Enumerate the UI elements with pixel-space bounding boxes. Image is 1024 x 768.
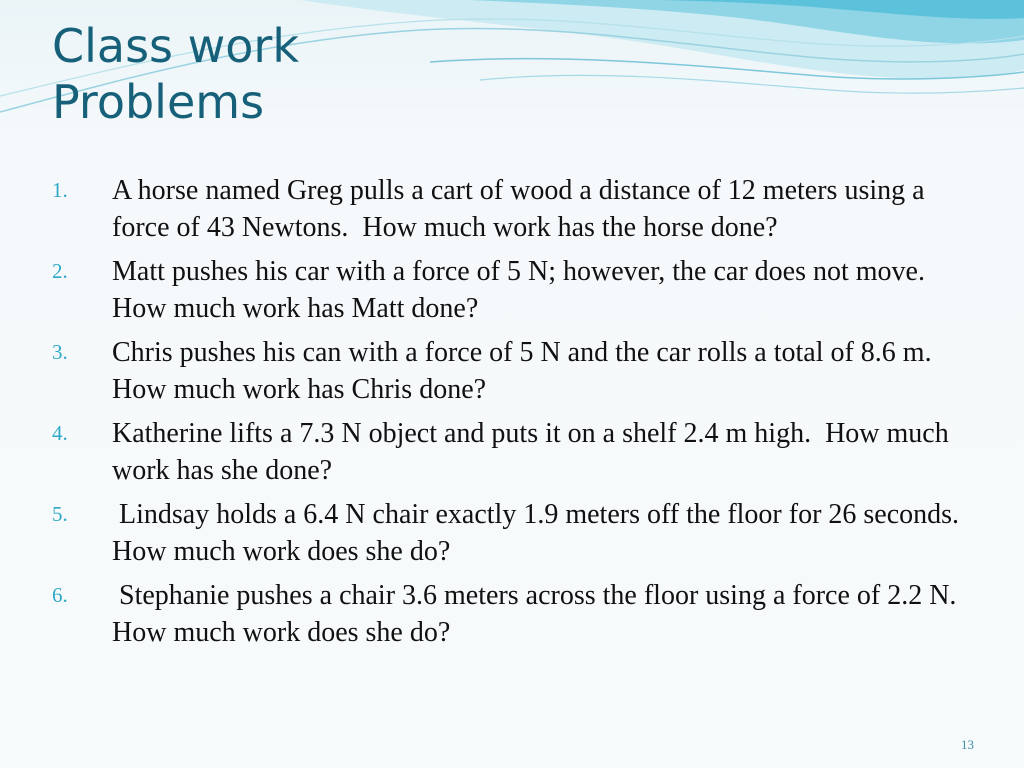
problem-list	[52, 172, 972, 658]
problem-text: Matt pushes his car with a force of 5 N; however, the car does not move. How much work has Matt done?	[112, 256, 939, 324]
slide-title-line-2: Problems	[52, 75, 265, 129]
problem-item	[52, 415, 972, 489]
problem-item	[52, 496, 972, 570]
problem-number: 4.	[52, 421, 68, 445]
slide-title-line-1: Class work	[52, 19, 299, 73]
problem-number: 6.	[52, 583, 68, 607]
problem-text: Katherine lifts a 7.3 N object and puts it on a shelf 2.4 m high. How much work has she done?	[112, 418, 956, 486]
problem-item	[52, 172, 972, 246]
problem-number: 1.	[52, 178, 68, 202]
problem-item	[52, 577, 972, 651]
problem-item	[52, 334, 972, 408]
problem-text: Lindsay holds a 6.4 N chair exactly 1.9 meters off the floor for 26 seconds. How much work does she do?	[112, 499, 974, 567]
problem-text: A horse named Greg pulls a cart of wood a distance of 12 meters using a force of 43 Newtons. How much work has the horse done?	[112, 175, 932, 243]
problem-text: Chris pushes his can with a force of 5 N and the car rolls a total of 8.6 m. How much work has Chris done?	[112, 337, 946, 405]
problem-number: 2.	[52, 259, 68, 283]
page-number: 13	[961, 737, 974, 752]
slide-title	[52, 18, 299, 130]
problem-number: 3.	[52, 340, 68, 364]
problem-item	[52, 253, 972, 327]
problem-text: Stephanie pushes a chair 3.6 meters across the floor using a force of 2.2 N. How much work does she do?	[112, 580, 971, 648]
problem-number: 5.	[52, 502, 68, 526]
